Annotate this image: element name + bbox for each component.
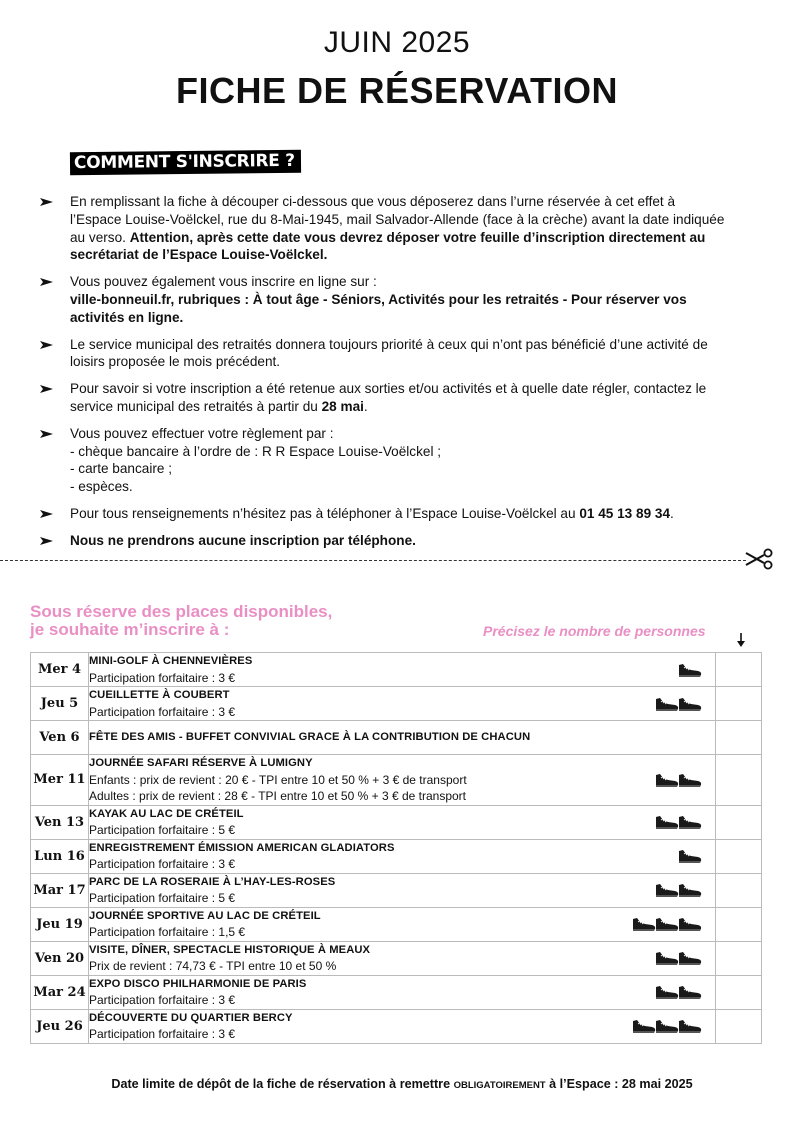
deadline-text-emphasis: OBLIGATOIREMENT: [453, 1080, 546, 1091]
rule-text: Attention, après cette date vous devrez déposer votre feuille d’inscription directement au secrétariat de l’Espace Louise-Voëlckel.: [70, 229, 706, 263]
activity-description: [89, 873, 716, 907]
activity-description: [89, 721, 716, 755]
activity-description: [89, 839, 716, 873]
activity-name: VISITE, DÎNER, SPECTACLE HISTORIQUE À MEAUX: [89, 943, 371, 956]
activity-row: [31, 687, 762, 721]
walking-shoe-icon: [677, 950, 703, 966]
activity-day: Mar 17: [31, 873, 89, 907]
activity-row: [31, 1009, 762, 1043]
rule-item: [40, 193, 730, 264]
scissors-icon: [744, 547, 774, 573]
difficulty-rating: [680, 848, 703, 864]
activity-price: Prix de revient : 74,73 € - TPI entre 10 et 50 %: [89, 959, 337, 973]
activity-name: PARC DE LA ROSERAIE À L’HAY-LES-ROSES: [89, 875, 336, 888]
rule-text: Vous pouvez effectuer votre règlement par :: [70, 425, 334, 441]
count-hint: Précisez le nombre de personnes: [483, 623, 706, 639]
rule-text: ville-bonneuil.fr, rubriques : À tout âge - Séniors, Activités pour les retraités - Pour réserver vos activités en ligne.: [70, 291, 687, 325]
activity-price: Participation forfaitaire : 1,5 €: [89, 925, 246, 939]
deadline-text-before: Date limite de dépôt de la fiche de réservation à remettre: [111, 1077, 454, 1091]
activity-name: ENREGISTREMENT ÉMISSION AMERICAN GLADIATORS: [89, 841, 395, 854]
activity-price: Participation forfaitaire : 3 €: [89, 670, 236, 685]
activity-price: Adultes : prix de revient : 28 € - TPI entre 10 et 50 % + 3 € de transport: [89, 789, 466, 803]
difficulty-rating: [657, 696, 703, 712]
people-count-field[interactable]: [716, 687, 762, 721]
page-title: FICHE DE RÉSERVATION: [175, 70, 619, 111]
form-intro-line-1: Sous réserve des places disponibles,: [30, 602, 333, 621]
activity-row: [31, 755, 762, 806]
form-intro-line-2: je souhaite m’inscrire à :: [30, 620, 230, 639]
walking-shoe-icon: [677, 916, 703, 932]
walking-shoe-icon: [677, 696, 703, 712]
rule-text: .: [363, 398, 368, 414]
difficulty-rating: [680, 662, 703, 678]
difficulty-rating: [657, 772, 703, 788]
activity-price: Enfants : prix de revient : 20 € - TPI entre 10 et 50 % + 3 € de transport: [89, 772, 467, 787]
activity-day: Ven 20: [31, 941, 89, 975]
activity-price: Participation forfaitaire : 3 €: [89, 1027, 236, 1041]
cut-line: [0, 560, 746, 561]
arrow-bullet-icon: [40, 507, 54, 521]
rule-text: 01 45 13 89 34: [579, 505, 671, 521]
activity-name: DÉCOUVERTE DU QUARTIER BERCY: [89, 1011, 293, 1024]
activity-day: Jeu 19: [31, 907, 89, 941]
people-count-field[interactable]: [716, 907, 762, 941]
arrow-bullet-icon: [40, 382, 54, 396]
activity-description: [89, 755, 716, 806]
difficulty-rating: [657, 950, 703, 966]
activity-name: FÊTE DES AMIS - BUFFET CONVIVIAL GRACE À LA CONTRIBUTION DE CHACUN: [89, 731, 531, 744]
activity-price: Participation forfaitaire : 3 €: [89, 704, 236, 719]
walking-shoe-icon: [677, 662, 703, 678]
activity-description: [89, 975, 716, 1009]
activities-table: [30, 652, 762, 1044]
activity-day: Ven 6: [31, 721, 89, 755]
rule-text: - chèque bancaire à l’ordre de : R R Espace Louise-Voëlckel ;: [70, 443, 442, 459]
walking-shoe-icon: [677, 814, 703, 830]
rule-item: [40, 380, 730, 416]
rule-text: Nous ne prendrons aucune inscription par téléphone.: [70, 532, 416, 548]
rule-text: 28 mai: [321, 398, 364, 414]
walking-shoe-icon: [677, 772, 703, 788]
people-count-field[interactable]: [716, 941, 762, 975]
rule-item: [40, 505, 730, 523]
difficulty-rating: [634, 916, 703, 932]
activity-name: EXPO DISCO PHILHARMONIE DE PARIS: [89, 977, 307, 990]
activity-description: [89, 941, 716, 975]
rule-text: Pour savoir si votre inscription a été retenue aux sorties et/ou activités et à quelle date régler, contactez le service municipal des retraités à partir du: [70, 381, 707, 414]
arrow-bullet-icon: [40, 275, 54, 289]
activity-price: Participation forfaitaire : 3 €: [89, 857, 236, 871]
activity-description: [89, 805, 716, 839]
walking-shoe-icon: [677, 848, 703, 864]
people-count-field[interactable]: [716, 1009, 762, 1043]
activity-day: Jeu 5: [31, 687, 89, 721]
deadline-note: [0, 1077, 794, 1091]
activity-day: Jeu 26: [31, 1009, 89, 1043]
page-month: JUIN 2025: [323, 26, 471, 59]
difficulty-rating: [657, 882, 703, 898]
difficulty-rating: [634, 1018, 703, 1034]
activity-price: Participation forfaitaire : 5 €: [89, 891, 236, 905]
rule-item: [40, 532, 730, 550]
rule-text: - espèces.: [70, 479, 133, 495]
deadline-text-after: à l’Espace : 28 mai 2025: [545, 1077, 693, 1091]
activity-day: Ven 13: [31, 805, 89, 839]
rules-list: [40, 193, 730, 559]
rule-item: [40, 425, 730, 496]
activity-description: [89, 1009, 716, 1043]
rule-text: Pour tous renseignements n’hésitez pas à téléphoner à l’Espace Louise-Voëlckel au: [70, 505, 580, 521]
people-count-field[interactable]: [716, 653, 762, 687]
activity-row: [31, 839, 762, 873]
difficulty-rating: [657, 984, 703, 1000]
difficulty-rating: [657, 814, 703, 830]
activity-description: [89, 907, 716, 941]
down-arrow-icon: [735, 632, 747, 648]
activity-row: [31, 653, 762, 687]
activity-row: [31, 941, 762, 975]
activity-row: [31, 907, 762, 941]
people-count-field[interactable]: [716, 873, 762, 907]
activity-row: [31, 873, 762, 907]
arrow-bullet-icon: [40, 534, 54, 548]
walking-shoe-icon: [677, 984, 703, 1000]
rule-text: En remplissant la fiche à découper ci-dessous que vous déposerez dans l’urne réservée à cet effet à l’Espace Louise-Voëlckel, rue du 8-Mai-1945, mail Salvador-Allende (face à la crèche) avant la date indiquée au verso.: [70, 194, 725, 245]
activity-description: [89, 687, 716, 721]
people-count-field[interactable]: [716, 975, 762, 1009]
rule-text: Vous pouvez également vous inscrire en ligne sur :: [70, 274, 377, 290]
activity-day: Mar 24: [31, 975, 89, 1009]
activity-day: Mer 4: [31, 653, 89, 687]
arrow-bullet-icon: [40, 195, 54, 209]
rule-text: Le service municipal des retraités donnera toujours priorité à ceux qui n’ont pas bénéficié d’une activité de loisirs proposée le mois précédent.: [70, 336, 708, 370]
activity-row: [31, 721, 762, 755]
activity-name: JOURNÉE SPORTIVE AU LAC DE CRÉTEIL: [89, 909, 321, 922]
activity-price: Participation forfaitaire : 3 €: [89, 993, 236, 1007]
activity-name: KAYAK AU LAC DE CRÉTEIL: [89, 807, 244, 820]
activity-name: CUEILLETTE À COUBERT: [89, 689, 230, 701]
people-count-field[interactable]: [716, 755, 762, 806]
activity-day: Mer 11: [31, 755, 89, 806]
rule-text: .: [670, 505, 674, 521]
walking-shoe-icon: [677, 882, 703, 898]
rule-item: [40, 336, 730, 372]
people-count-field[interactable]: [716, 839, 762, 873]
activity-name: MINI-GOLF À CHENNEVIÈRES: [89, 655, 253, 667]
form-intro: [30, 603, 332, 639]
rule-item: [40, 273, 730, 326]
people-count-field[interactable]: [716, 721, 762, 755]
walking-shoe-icon: [677, 1018, 703, 1034]
arrow-bullet-icon: [40, 338, 54, 352]
how-to-register-label: COMMENT S'INSCRIRE ?: [70, 150, 301, 175]
people-count-field[interactable]: [716, 805, 762, 839]
activity-day: Lun 16: [31, 839, 89, 873]
activity-row: [31, 805, 762, 839]
arrow-bullet-icon: [40, 427, 54, 441]
activity-row: [31, 975, 762, 1009]
activity-description: [89, 653, 716, 687]
activity-price: Participation forfaitaire : 5 €: [89, 823, 236, 837]
rule-text: - carte bancaire ;: [70, 461, 172, 477]
activity-name: JOURNÉE SAFARI RÉSERVE À LUMIGNY: [89, 757, 313, 769]
